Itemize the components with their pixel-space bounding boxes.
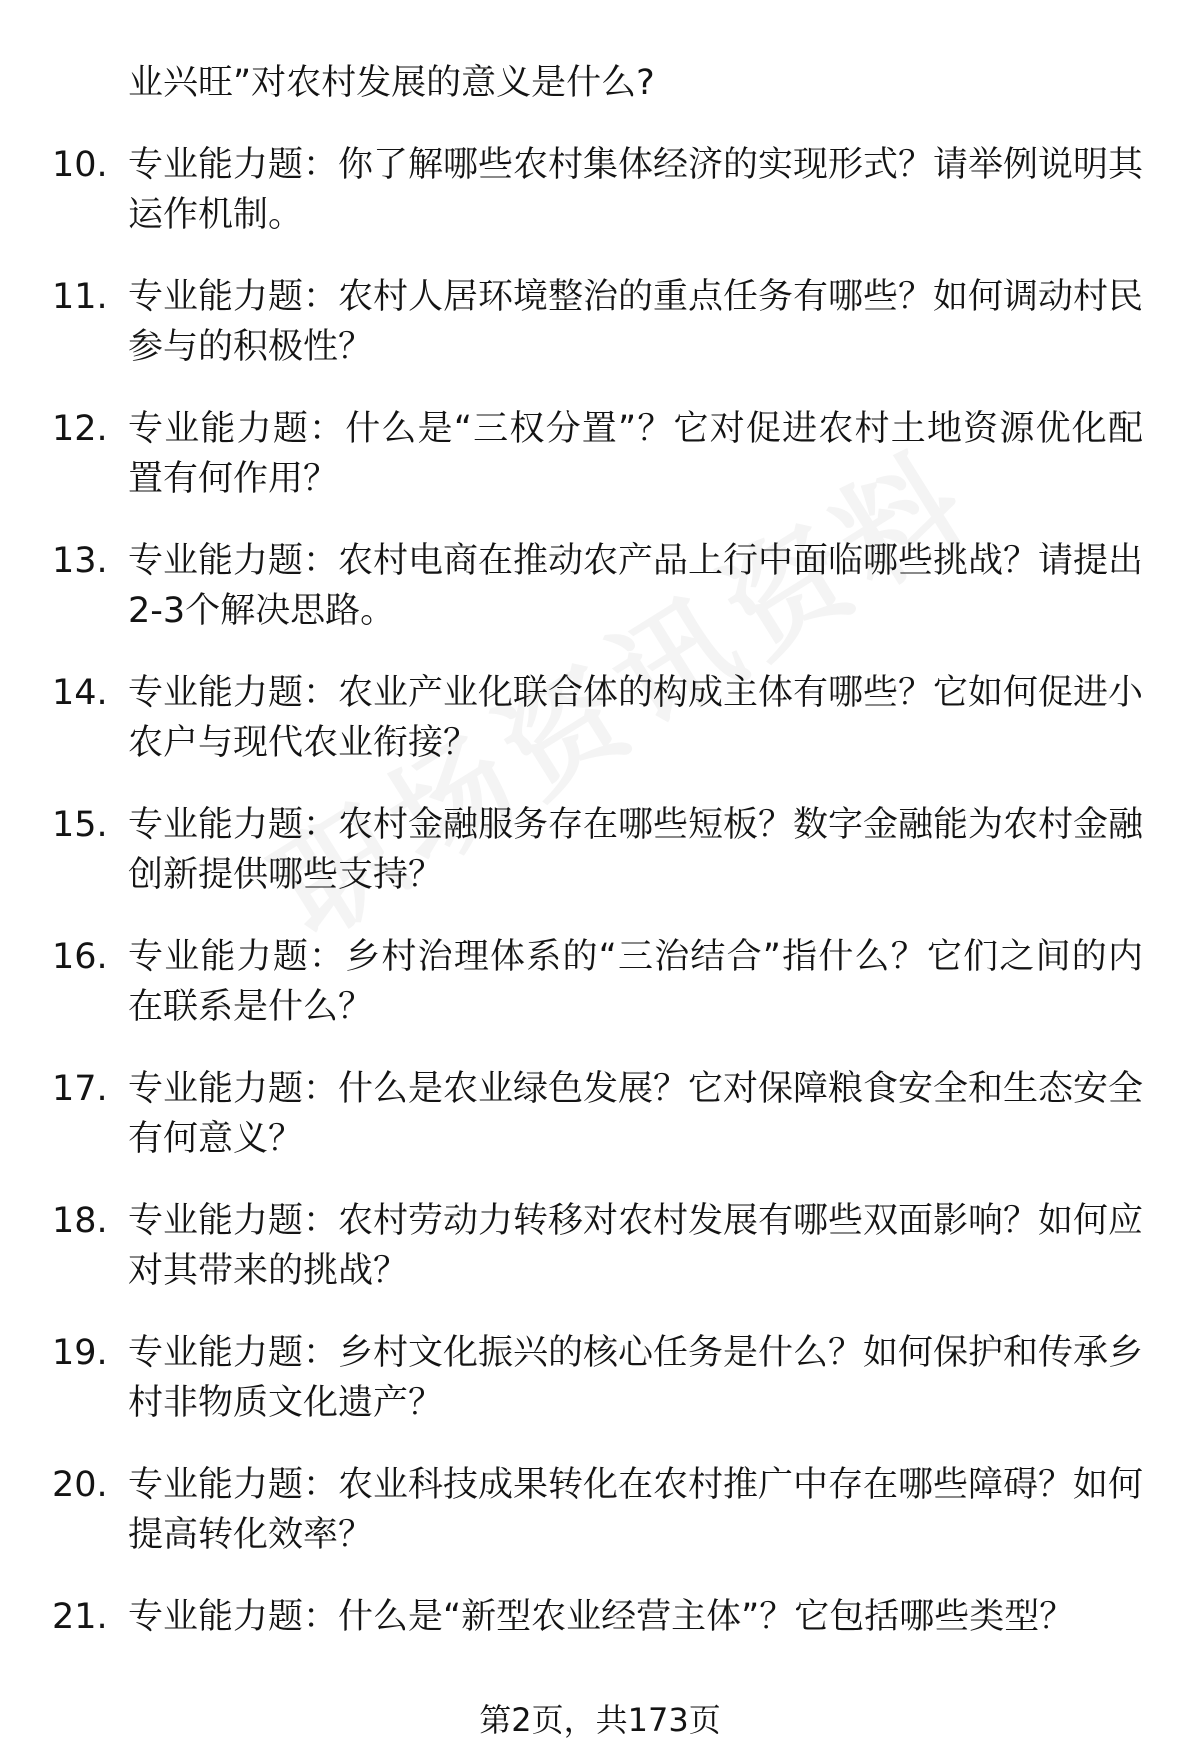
question-text: 专业能力题：什么是“新型农业经营主体”？它包括哪些类型？	[128, 1597, 1075, 1637]
question-item-11	[0, 272, 1200, 404]
question-text: 专业能力题：农业产业化联合体的构成主体有哪些？它如何促进小农户与现代农业衔接？	[128, 673, 1144, 763]
question-item-14	[0, 668, 1200, 800]
question-number: 17.	[52, 1069, 108, 1109]
question-number: 11.	[52, 277, 108, 317]
question-item-16	[0, 932, 1200, 1064]
page-number-label: 第2页，共173页	[479, 1701, 721, 1739]
question-number: 20.	[52, 1465, 108, 1505]
question-list	[0, 140, 1200, 1724]
question-item-19	[0, 1328, 1200, 1460]
question-number: 18.	[52, 1201, 108, 1241]
question-number: 21.	[52, 1597, 108, 1637]
page-footer	[0, 1700, 1200, 1740]
question-number: 12.	[52, 409, 108, 449]
question-item-13	[0, 536, 1200, 668]
question-text: 专业能力题：乡村文化振兴的核心任务是什么？如何保护和传承乡村非物质文化遗产？	[128, 1333, 1144, 1423]
question-text: 专业能力题：农村电商在推动农产品上行中面临哪些挑战？请提出2-3个解决思路。	[128, 541, 1144, 631]
question-number: 10.	[52, 145, 108, 185]
question-number: 16.	[52, 937, 108, 977]
question-text: 专业能力题：什么是农业绿色发展？它对保障粮食安全和生态安全有何意义？	[128, 1069, 1144, 1159]
question-number: 14.	[52, 673, 108, 713]
question-number: 19.	[52, 1333, 108, 1373]
question-item-17	[0, 1064, 1200, 1196]
question-text: 专业能力题：你了解哪些农村集体经济的实现形式？请举例说明其运作机制。	[128, 145, 1144, 235]
question-text: 专业能力题：农村金融服务存在哪些短板？数字金融能为农村金融创新提供哪些支持？	[128, 805, 1144, 895]
question-item-12	[0, 404, 1200, 536]
question-number: 15.	[52, 805, 108, 845]
question-text: 专业能力题：农村人居环境整治的重点任务有哪些？如何调动村民参与的积极性？	[128, 277, 1144, 367]
question-item-15	[0, 800, 1200, 932]
question-item-20	[0, 1460, 1200, 1592]
question-number: 13.	[52, 541, 108, 581]
question-text: 专业能力题：农村劳动力转移对农村发展有哪些双面影响？如何应对其带来的挑战？	[128, 1201, 1144, 1291]
question-text: 专业能力题：农业科技成果转化在农村推广中存在哪些障碍？如何提高转化效率？	[128, 1465, 1144, 1555]
question-item-10	[0, 140, 1200, 272]
question-9-continuation: 业兴旺”对农村发展的意义是什么?	[128, 63, 655, 103]
question-text: 专业能力题：乡村治理体系的“三治结合”指什么？它们之间的内在联系是什么？	[128, 937, 1143, 1027]
question-text: 专业能力题：什么是“三权分置”？它对促进农村土地资源优化配置有何作用？	[128, 409, 1143, 499]
question-item-18	[0, 1196, 1200, 1328]
